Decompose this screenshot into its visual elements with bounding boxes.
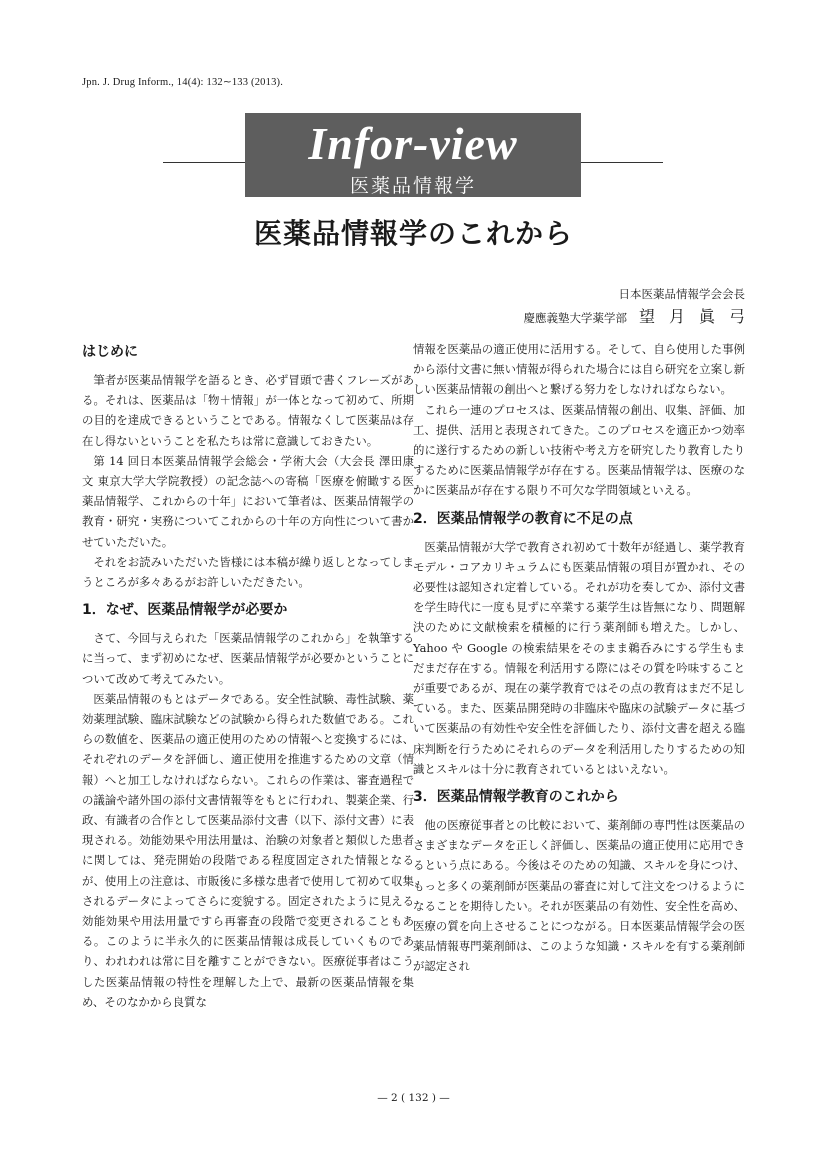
affiliation-line [523,304,759,327]
banner-subtitle: 医薬品情報学 [349,174,476,197]
affiliation-org: 慶應義塾大学薬学部 [523,311,627,325]
intro-heading: はじめに [82,344,138,360]
banner-title: Infor-view [308,118,518,169]
section-banner [245,113,581,197]
banner-subtitle-box [245,171,581,197]
affiliation-society: 日本医薬品情報学会会長 [618,287,745,301]
section-2-paragraph: 医薬品情報が大学で教育され初めて十数年が経過し、薬学教育モデル・コアカリキュラムにも医薬品情報の項目が置かれ、その必要性は認知され定着している。それが功を奏してか、添付文書を学生時代に一度も見ずに卒業する薬学生は皆無になり、問題解決のために文献検索を積極的に行う薬剤師も増えた。しかし、Yahoo や Google の検索結果をそのまま鵜呑みにする学生もまだまだ存在する。情報を利活用する際にはその質を吟味することが重要であるが、現在の薬学教育ではその点の教育はまだ不足している。また、医薬品開発時の非臨床や臨床の試験データに基づいて医薬品の有効性や安全性を評価したり、添付文書を超える臨床判断を行うためにそれらのデータを利活用したりするための知識とスキルは十分に教育されているとはいえない。 [413,539,745,776]
author-name: 望月眞弓 [638,307,759,326]
section-1-paragraph-2: 医薬品情報のもとはデータである。安全性試験、毒性試験、薬効薬理試験、臨床試験などの試験から得られた数値である。これらの数値を、医薬品の適正使用のための情報へと変換するには、それぞれのデータを評価し、適正使用を推進するための文章（情報）へと加工しなければならない。これらの作業は、審査過程での議論や諸外国の添付文書情報等をもとに行われ、製薬企業、行政、有識者の合作として医薬品添付文書（以下、添付文書）に表現される。効能効果や用法用量は、治験の対象者と類似した患者に関しては、発売開始の段階である程度固定された情報となるが、使用上の注意は、市販後に多様な患者で使用して初めて収集されるデータによってさらに変貌する。固定されたように見える効能効果や用法用量ですら再審査の段階で変更されることもある。このように半永久的に医薬品情報は成長していくものであり、われわれは常に目を離すことができない。医療従事者はこうした医薬品情報の特性を理解した上で、最新の医薬品情報を集め、そのなかから良質な [82,691,414,1009]
process-paragraph: これら一連のプロセスは、医薬品情報の創出、収集、評価、加工、提供、活用と表現されてきた。このプロセスを適正かつ効率的に遂行するための新しい技術や考え方を研究したり教育したりするために医薬品情報学が存在する。医薬品情報学は、医療のなかに医薬品が存在する限り不可欠な学問領域といえる。 [413,402,745,498]
banner-title-box [245,113,581,173]
journal-citation: Jpn. J. Drug Inform., 14(4): 132∼133 (2013). [82,77,284,88]
section-3-paragraph: 他の医療従事者との比較において、薬剤師の専門性は医薬品のさまざまなデータを正しく評価し、医薬品の適正使用に応用できるという点にある。今後はそのための知識、スキルを身につけ、もっと多くの薬剤師が医薬品の審査に対して注文をつけるようになることを期待したい。それが医薬品の有効性、安全性を高め、医療の質を向上させることにつながる。日本医薬品情報学会の医薬品情報専門薬剤師は、このような知識・スキルを有する薬剤師が認定され [413,818,745,974]
section-1-paragraph-1: さて、今回与えられた「医薬品情報学のこれから」を執筆するに当って、まず初めになぜ、医薬品情報学が必要かということについて改めて考えてみたい。 [82,631,414,686]
intro-paragraph-1: 筆者が医薬品情報学を語るとき、必ず冒頭で書くフレーズがある。それは、医薬品は「物＋情報」が一体となって初めて、所期の目的を達成できるということである。情報なくして医薬品は存在し得ないということを私たちは常に意識しておきたい。 [82,373,414,448]
right-column [413,339,745,977]
section-1-heading: 1．なぜ、医薬品情報学が必要か [82,602,288,619]
article-title: 医薬品情報学のこれから [253,217,573,250]
intro-paragraph-3: それをお読みいただいた皆様には本稿が繰り返しとなってしまうところが多々あるがお許しいただきたい。 [82,554,414,590]
section-3-heading: 3．医薬品情報学教育のこれから [413,789,619,806]
left-column [82,340,414,1012]
section-2-heading: 2．医薬品情報学の教育に不足の点 [413,510,633,527]
page-number: — 2 ( 132 ) — [377,1092,450,1104]
continued-paragraph: 情報を医薬品の適正使用に活用する。そして、自ら使用した事例から添付文書に無い情報が得られた場合には自ら研究を立案し新しい医薬品情報の創出へと繋げる努力をしなければならない。 [413,342,745,397]
intro-paragraph-2: 第 14 回日本医薬品情報学会総会・学術大会（大会長 澤田康文 東京大学大学院教授）の記念誌への寄稿「医療を俯瞰する医薬品情報学、これからの十年」において筆者は、医薬品情報学の教育・研究・実務についてこれからの十年の方向性について書かせていただいた。 [82,453,414,549]
